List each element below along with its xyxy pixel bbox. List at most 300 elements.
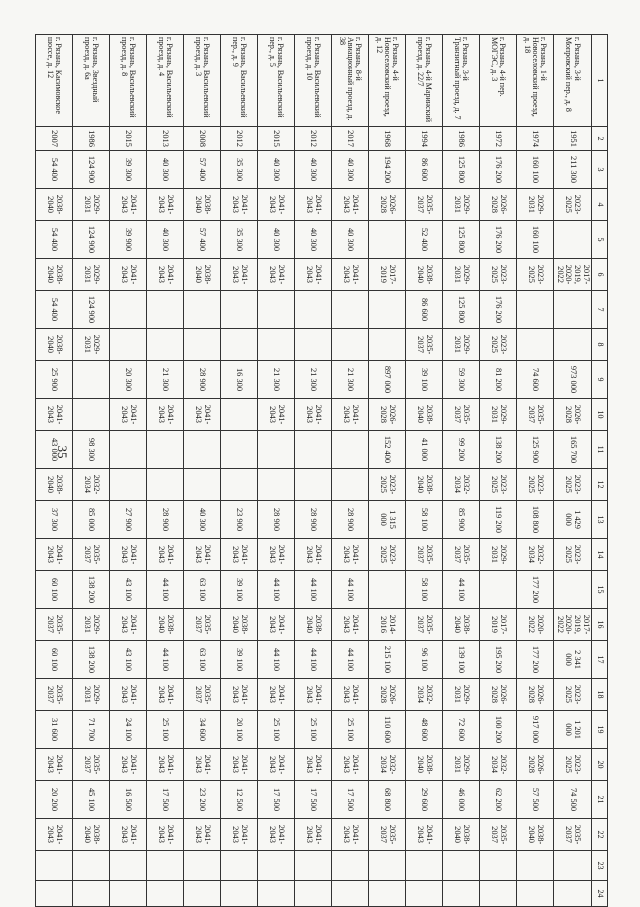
table-cell: 152 400 [368,431,405,469]
column-number-row [592,35,608,907]
table-cell: 2017-2019 [479,609,516,641]
table-cell: 28 900 [146,501,183,539]
table-cell: 16 500 [109,781,146,819]
table-cell: 43 000 [35,431,72,469]
table-cell: 917 000 [516,711,553,749]
column-number: 17 [592,641,608,679]
table-cell: 2038-2040 [516,819,553,851]
table-cell: 59 300 [442,361,479,399]
table-cell: 2023-2025 [516,259,553,291]
address-cell: г. Рязань, Васильевский пер., д. 9 [220,35,257,127]
table-cell: 2038-2040 [183,259,220,291]
table-cell: 2026-2028 [516,679,553,711]
table-cell: 2041-2043 [146,819,183,851]
table-body [35,35,591,907]
address-cell: г. Рязань, 8-й Авиационный проезд, д. 38 [331,35,368,127]
table-cell: 74 600 [516,361,553,399]
table-cell: 2029-2031 [442,329,479,361]
table-cell: 108 800 [516,501,553,539]
table-cell: 39 100 [220,571,257,609]
table-cell [479,851,516,881]
table-cell: 138 200 [479,431,516,469]
table-cell: 74 500 [553,781,591,819]
table-cell: 2041-2043 [331,539,368,571]
table-cell: 2038-2040 [405,469,442,501]
table-cell: 2035-2037 [516,399,553,431]
table-cell [146,881,183,907]
table-cell: 2035-2037 [35,679,72,711]
table-cell: 2038-2040 [35,259,72,291]
table-cell: 98 300 [72,431,109,469]
table-cell: 2041-2043 [331,189,368,221]
table-cell [479,881,516,907]
table-row [35,35,72,907]
table-cell: 44 100 [294,641,331,679]
table-cell: 2041-2043 [35,399,72,431]
table-cell: 39 100 [220,641,257,679]
table-cell: 45 100 [72,781,109,819]
table-cell: 2014-2016 [368,609,405,641]
table-cell: 81 200 [479,361,516,399]
table-cell [294,469,331,501]
table-cell [368,881,405,907]
address-cell: г. Рязань, 4-й пер. МОГЭС, д. 3 [479,35,516,127]
table-cell: 2041-2043 [257,189,294,221]
column-number: 9 [592,361,608,399]
table-cell: 41 000 [405,431,442,469]
table-cell: 2041-2043 [220,539,257,571]
table-cell [553,221,591,259]
table-cell: 17 500 [146,781,183,819]
table-cell: 71 700 [72,711,109,749]
table-cell [183,291,220,329]
table-cell [553,571,591,609]
table-cell: 2041-2043 [35,819,72,851]
table-cell [183,431,220,469]
table-cell: 57 500 [516,781,553,819]
table-cell [405,881,442,907]
table-cell: 2038-2040 [442,819,479,851]
column-number: 13 [592,501,608,539]
table-cell: 2035-2037 [405,539,442,571]
table-cell: 2041-2043 [331,259,368,291]
table-cell: 195 200 [479,641,516,679]
table-cell: 176 200 [479,151,516,189]
table-cell [553,881,591,907]
column-number: 4 [592,189,608,221]
table-cell: 2035-2037 [35,609,72,641]
table-row [146,35,183,907]
table-row [553,35,591,907]
column-number: 3 [592,151,608,189]
address-cell: г. Рязань, 3-й Транзитный проезд, д. 7 [442,35,479,127]
table-cell [146,851,183,881]
table-cell: 215 100 [368,641,405,679]
table-cell: 23 200 [183,781,220,819]
table-cell [257,469,294,501]
table-cell: 25 100 [146,711,183,749]
table-cell [220,329,257,361]
table-cell: 2041-2043 [146,679,183,711]
table-cell [146,291,183,329]
table-cell: 12 500 [220,781,257,819]
table-viewport [45,34,608,898]
table-cell: 2023-2025 [553,539,591,571]
table-cell: 2041-2043 [220,679,257,711]
table-cell [109,469,146,501]
table-cell: 28 900 [294,501,331,539]
table-cell: 62 200 [479,781,516,819]
table-cell: 2041-2043 [146,749,183,781]
table-cell: 125 800 [442,151,479,189]
table-cell: 2026-2028 [368,189,405,221]
table-cell: 44 100 [331,571,368,609]
table-cell: 2041-2043 [331,609,368,641]
table-cell [257,291,294,329]
table-cell: 2023-2025 [479,329,516,361]
table-cell: 35 300 [220,151,257,189]
page-number: 35 [55,445,70,459]
table-cell [257,329,294,361]
table-row [72,35,109,907]
table-cell [35,881,72,907]
table-cell: 2012 [220,127,257,151]
table-cell: 139 100 [442,641,479,679]
table-cell: 2041-2043 [183,819,220,851]
table-cell: 110 600 [368,711,405,749]
table-cell: 2038-2040 [220,609,257,641]
table-cell: 44 100 [257,641,294,679]
table-cell: 211 300 [553,151,591,189]
table-cell [109,431,146,469]
table-cell [294,881,331,907]
column-number: 19 [592,711,608,749]
table-cell: 54 400 [35,151,72,189]
table-cell: 2026-2028 [516,749,553,781]
table-cell: 58 100 [405,571,442,609]
table-cell: 2041-2043 [257,259,294,291]
table-cell: 2035-2037 [553,819,591,851]
table-row [331,35,368,907]
table-cell: 1951 [553,127,591,151]
table-cell [368,571,405,609]
table-cell: 2035-2037 [442,539,479,571]
table-cell: 24 100 [109,711,146,749]
table-cell: 2032-2034 [368,749,405,781]
table-cell: 60 100 [35,641,72,679]
table-cell: 35 300 [220,221,257,259]
table-row [294,35,331,907]
table-cell: 2032-2034 [72,469,109,501]
table-cell: 40 300 [294,221,331,259]
table-cell [368,221,405,259]
table-cell: 2041-2043 [146,399,183,431]
column-number: 6 [592,259,608,291]
table-cell [220,291,257,329]
table-cell: 57 400 [183,151,220,189]
table-cell: 2041-2043 [183,539,220,571]
table-cell [183,851,220,881]
table-cell: 39 300 [109,151,146,189]
table-cell: 125 900 [516,431,553,469]
table-cell: 1994 [405,127,442,151]
table-cell: 37 300 [35,501,72,539]
table-cell [368,851,405,881]
table-cell: 2015 [257,127,294,151]
table-cell: 40 300 [257,221,294,259]
table-cell [331,291,368,329]
table-cell: 2029-2031 [442,749,479,781]
table-cell: 2015 [109,127,146,151]
table-cell: 40 300 [257,151,294,189]
repair-schedule-table [35,34,608,907]
table-cell: 2041-2043 [109,679,146,711]
column-number: 5 [592,221,608,259]
table-cell: 2041-2043 [294,189,331,221]
table-cell: 23 900 [220,501,257,539]
table-cell: 1972 [479,127,516,151]
table-cell: 20 100 [220,711,257,749]
table-cell [109,881,146,907]
table-cell: 2032-2034 [479,749,516,781]
table-cell: 2038-2040 [405,259,442,291]
table-cell: 39 900 [109,221,146,259]
table-cell: 2035-2037 [72,539,109,571]
table-cell: 2041-2043 [109,749,146,781]
table-cell: 99 200 [442,431,479,469]
table-cell: 43 100 [109,571,146,609]
table-cell: 2023-2025 [553,749,591,781]
table-cell: 100 200 [479,711,516,749]
table-cell: 194 200 [368,151,405,189]
table-cell [109,851,146,881]
table-cell: 125 800 [442,291,479,329]
table-cell: 2041-2043 [109,539,146,571]
table-cell: 2041-2043 [146,539,183,571]
table-cell: 2041-2043 [331,749,368,781]
table-cell: 2041-2043 [220,819,257,851]
table-cell: 1 201 000 [553,711,591,749]
table-cell: 2029-2031 [479,399,516,431]
column-number: 8 [592,329,608,361]
table-cell [257,851,294,881]
table-cell: 2029-2031 [442,679,479,711]
table-cell [220,881,257,907]
table-cell: 125 800 [442,221,479,259]
table-cell [220,469,257,501]
table-cell: 2017 [331,127,368,151]
table-cell [294,851,331,881]
table-cell: 39 100 [405,361,442,399]
table-cell: 2041-2043 [35,539,72,571]
table-cell: 34 600 [183,711,220,749]
column-number: 1 [592,35,608,127]
table-cell: 2035-2037 [405,329,442,361]
table-cell: 68 800 [368,781,405,819]
table-row [479,35,516,907]
table-cell: 85 900 [442,501,479,539]
table-cell: 2023-2025 [516,469,553,501]
table-cell: 40 300 [146,151,183,189]
table-cell: 2035-2037 [479,819,516,851]
table-cell: 2035-2037 [183,679,220,711]
column-number: 10 [592,399,608,431]
table-cell: 2038-2040 [442,609,479,641]
table-row [368,35,405,907]
table-cell: 21 300 [146,361,183,399]
table-cell: 21 300 [294,361,331,399]
table-cell: 20 300 [109,361,146,399]
table-cell: 96 100 [405,641,442,679]
table-cell: 2038-2040 [35,329,72,361]
table-cell [479,571,516,609]
address-cell: г. Рязань, Васильевский пер., д. 5 [257,35,294,127]
table-cell: 2041-2043 [294,679,331,711]
table-cell: 54 400 [35,221,72,259]
table-cell [516,881,553,907]
table-cell: 2029-2031 [442,189,479,221]
table-cell: 44 100 [294,571,331,609]
table-cell: 2023-2025 [479,469,516,501]
table-cell: 2038-2040 [35,189,72,221]
table-cell: 48 600 [405,711,442,749]
table-cell: 58 100 [405,501,442,539]
table-cell: 2026-2028 [368,399,405,431]
table-cell [405,851,442,881]
table-cell: 25 100 [257,711,294,749]
table-cell: 176 200 [479,291,516,329]
table-cell [146,431,183,469]
table-cell: 2029-2031 [72,259,109,291]
table-cell: 2029-2031 [72,329,109,361]
table-cell: 2023-2025 [368,469,405,501]
table-cell: 2041-2043 [257,819,294,851]
address-cell: г. Рязань, Звездный проезд, д. 6а [72,35,109,127]
address-cell: г. Рязань, 4-й Новоселовский проезд, д. 12 [368,35,405,127]
table-cell: 2041-2043 [257,679,294,711]
address-cell: г. Рязань, 4-й Маринский проезд, д. 22/7 [405,35,442,127]
table-cell [516,329,553,361]
table-cell [294,329,331,361]
table-cell [183,469,220,501]
table-cell: 176 200 [479,221,516,259]
table-cell [146,329,183,361]
table-cell: 2026-2028 [479,189,516,221]
table-cell: 1968 [368,127,405,151]
table-cell: 177 200 [516,571,553,609]
table-cell: 2026-2028 [479,679,516,711]
table-cell [109,329,146,361]
table-cell: 72 600 [442,711,479,749]
table-cell: 86 600 [405,151,442,189]
table-cell: 2023-2025 [479,259,516,291]
table-cell: 2023-2025 [553,679,591,711]
table-row [257,35,294,907]
table-cell: 2035-2037 [368,819,405,851]
column-number: 12 [592,469,608,501]
table-cell: 40 300 [294,151,331,189]
table-cell: 2041-2043 [257,609,294,641]
table-cell: 2032-2034 [442,469,479,501]
table-row [183,35,220,907]
table-cell: 2041-2043 [331,819,368,851]
table-cell: 2029-2031 [72,189,109,221]
table-cell: 2026-2028 [368,679,405,711]
table-cell [72,399,109,431]
table-cell: 27 900 [109,501,146,539]
table-cell: 52 400 [405,221,442,259]
table-cell: 2041-2043 [220,749,257,781]
table-cell: 2041-2043 [146,189,183,221]
table-cell: 40 300 [331,151,368,189]
table-cell: 2041-2043 [109,609,146,641]
table-cell: 2041-2043 [294,399,331,431]
table-cell: 21 300 [331,361,368,399]
table-cell: 2032-2034 [405,679,442,711]
table-cell: 40 300 [146,221,183,259]
table-cell [331,851,368,881]
table-row [220,35,257,907]
table-cell: 2038-2040 [183,189,220,221]
table-cell: 2029-2031 [479,539,516,571]
column-number: 15 [592,571,608,609]
table-cell: 2026-2028 [553,399,591,431]
table-cell [220,399,257,431]
table-cell: 28 900 [183,361,220,399]
table-cell: 2038-2040 [146,609,183,641]
table-cell [220,431,257,469]
table-cell: 44 100 [257,571,294,609]
table-cell [72,851,109,881]
column-number: 22 [592,819,608,851]
table-cell: 119 200 [479,501,516,539]
table-cell: 2041-2043 [405,819,442,851]
address-cell: г. Рязань, Васильевский проезд, д. 4 [146,35,183,127]
table-cell: 2035-2037 [183,609,220,641]
table-cell: 2013 [146,127,183,151]
table-cell: 2038-2040 [405,749,442,781]
table-cell: 2041-2043 [109,399,146,431]
table-cell: 2035-2037 [72,749,109,781]
column-number: 18 [592,679,608,711]
column-number: 7 [592,291,608,329]
column-number: 14 [592,539,608,571]
table-cell: 44 100 [331,641,368,679]
table-cell: 2023-2025 [553,189,591,221]
table-cell: 46 000 [442,781,479,819]
table-cell: 2041-2043 [294,539,331,571]
table-cell [294,431,331,469]
table-cell: 2023-2025 [368,539,405,571]
table-cell: 44 100 [442,571,479,609]
table-cell: 2041-2043 [109,819,146,851]
table-cell: 2041-2043 [331,679,368,711]
table-cell [331,431,368,469]
table-cell: 2041-2043 [294,749,331,781]
table-cell: 63 100 [183,641,220,679]
table-cell [368,329,405,361]
table-cell: 54 400 [35,291,72,329]
table-cell: 2041-2043 [220,259,257,291]
table-cell: 28 900 [331,501,368,539]
table-cell: 25 100 [331,711,368,749]
table-cell: 2038-2040 [35,469,72,501]
column-number: 20 [592,749,608,781]
table-cell: 1986 [72,127,109,151]
table-cell: 2007 [35,127,72,151]
table-cell: 2041-2043 [183,399,220,431]
table-cell: 40 300 [331,221,368,259]
